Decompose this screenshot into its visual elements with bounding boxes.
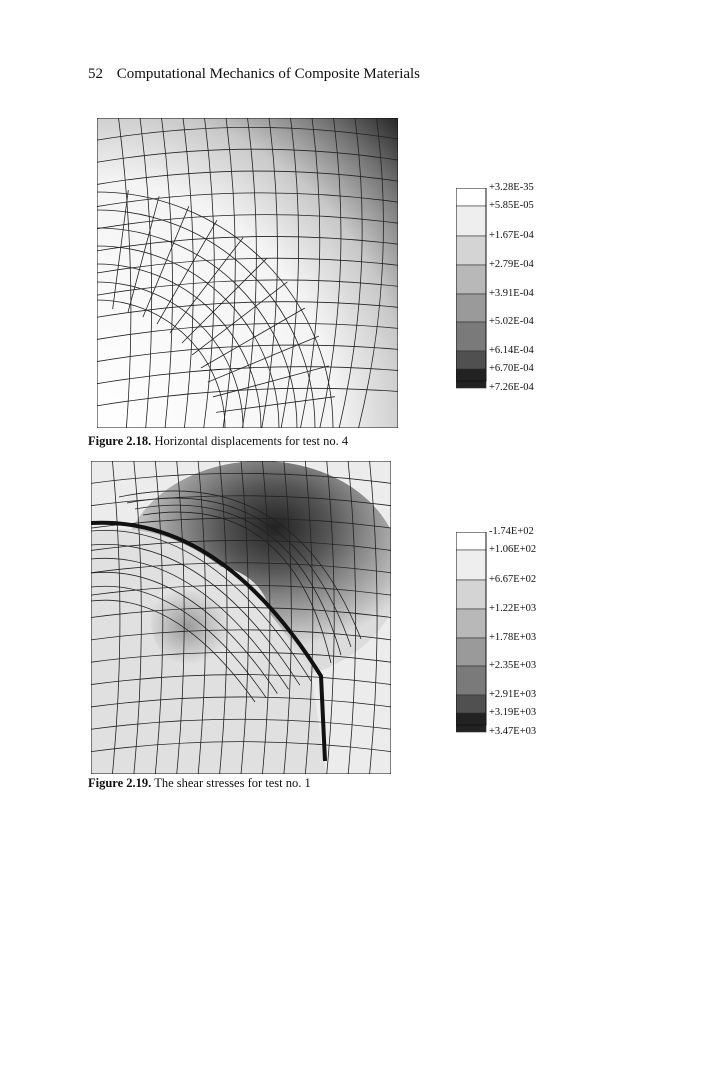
- legend-color-bar: [456, 532, 488, 738]
- caption-label: Figure 2.19.: [88, 776, 152, 790]
- legend-label: +6.67E+02: [489, 574, 537, 585]
- running-title: Computational Mechanics of Composite Materials: [116, 66, 421, 82]
- legend-label: +2.79E-04: [489, 259, 534, 270]
- displacement-contour-svg: [97, 118, 398, 428]
- legend-band: [456, 206, 486, 236]
- legend-band: [456, 713, 486, 732]
- legend-label: +2.91E+03: [489, 689, 537, 700]
- legend-band: [456, 265, 486, 294]
- figure-2-18-legend: [456, 182, 534, 399]
- legend-band: [456, 294, 486, 322]
- legend-band: [456, 666, 486, 695]
- inner-stress-zone: [151, 566, 271, 676]
- legend-label: +1.06E+02: [489, 544, 537, 555]
- figure-2-19-caption: [88, 776, 311, 791]
- caption-text: The shear stresses for test no. 1: [151, 776, 311, 790]
- legend-band: [456, 188, 486, 206]
- legend-label: +3.19E+03: [489, 707, 537, 718]
- figure-2-19-plot: [91, 461, 391, 774]
- legend-label: +2.35E+03: [489, 660, 537, 671]
- figure-2-19-legend: [456, 526, 537, 743]
- legend-label: +7.26E-04: [489, 382, 534, 393]
- legend-band: [456, 351, 486, 369]
- legend-label: +3.47E+03: [489, 726, 537, 737]
- legend-band: [456, 695, 486, 713]
- legend-label: +3.91E-04: [489, 288, 534, 299]
- legend-label: +5.85E-05: [489, 200, 534, 211]
- legend-label: +1.67E-04: [489, 230, 534, 241]
- page-number: 52: [88, 66, 103, 82]
- legend-label: -1.74E+02: [489, 526, 534, 537]
- contour-fill: [97, 118, 398, 428]
- legend-label: +1.22E+03: [489, 603, 537, 614]
- legend-band: [456, 369, 486, 388]
- legend-band: [456, 609, 486, 638]
- legend-band: [456, 580, 486, 609]
- legend-band: [456, 322, 486, 351]
- legend-band: [456, 236, 486, 265]
- legend-label: +6.70E-04: [489, 363, 534, 374]
- legend-label: +5.02E-04: [489, 316, 534, 327]
- caption-text: Horizontal displacements for test no. 4: [151, 434, 349, 448]
- legend-band: [456, 550, 486, 580]
- figure-2-18-caption: [88, 434, 348, 449]
- legend-color-bar: [456, 188, 488, 394]
- legend-label: +1.78E+03: [489, 632, 537, 643]
- legend-label: +3.28E-35: [489, 182, 534, 193]
- running-header: [88, 66, 420, 83]
- shear-contour-svg: [91, 461, 391, 774]
- caption-label: Figure 2.18.: [88, 434, 152, 448]
- legend-label: +6.14E-04: [489, 345, 534, 356]
- figure-2-18-plot: [97, 118, 398, 428]
- legend-band: [456, 532, 486, 550]
- legend-band: [456, 638, 486, 666]
